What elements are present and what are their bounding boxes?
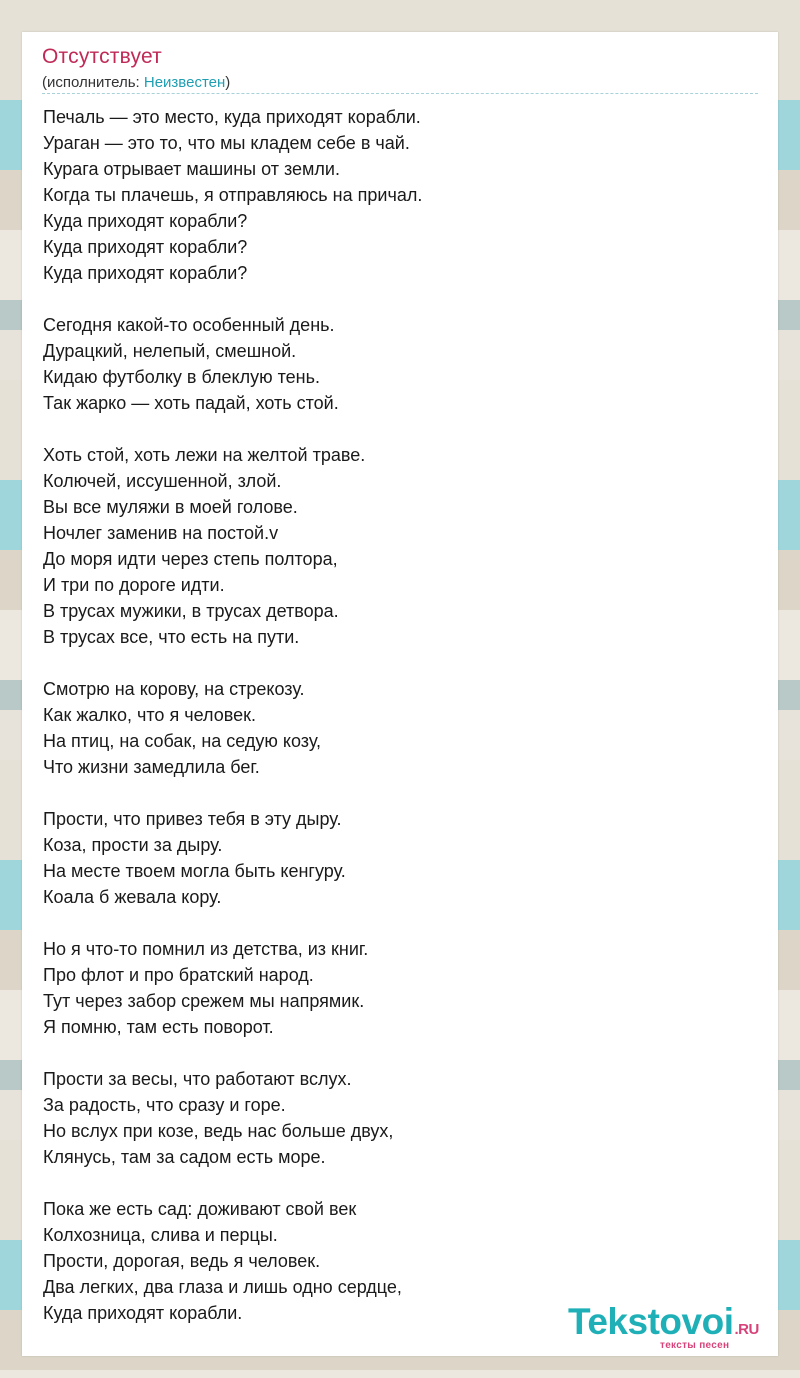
lyrics-line: Куда приходят корабли? xyxy=(43,237,248,257)
lyrics-line: Коза, прости за дыру. xyxy=(43,835,223,855)
lyrics-line: Пока же есть сад: доживают свой век xyxy=(43,1199,357,1219)
lyrics-line: Коала б жевала кору. xyxy=(43,887,222,907)
lyrics-line: Ночлег заменив на постой.v xyxy=(43,523,279,543)
lyrics-line: Печаль — это место, куда приходят корабли. xyxy=(43,107,421,127)
lyrics-line: В трусах мужики, в трусах детвора. xyxy=(43,601,339,621)
lyrics-line: Но я что-то помнил из детства, из книг. xyxy=(43,939,369,959)
lyrics-line: Куда приходят корабли? xyxy=(43,211,248,231)
lyrics-stanza xyxy=(43,442,758,650)
artist-line xyxy=(42,72,758,94)
lyrics-line: Ураган — это то, что мы кладем себе в чай. xyxy=(43,133,410,153)
song-header xyxy=(42,44,758,94)
lyrics-line: На месте твоем могла быть кенгуру. xyxy=(43,861,346,881)
logo-tagline: тексты песен xyxy=(660,1340,730,1351)
artist-suffix: ) xyxy=(225,74,231,91)
logo-main-text: Tekstovoi xyxy=(568,1301,734,1342)
lyrics-line: За радость, что сразу и горе. xyxy=(43,1095,286,1115)
logo-tld: .RU xyxy=(734,1321,759,1338)
song-title: Отсутствует xyxy=(42,45,162,68)
lyrics-line: Куда приходят корабли. xyxy=(43,1303,243,1323)
lyrics-line: Дурацкий, нелепый, смешной. xyxy=(43,341,297,361)
lyrics-line: Когда ты плачешь, я отправляюсь на причал. xyxy=(43,185,423,205)
lyrics-line: Курага отрывает машины от земли. xyxy=(43,159,340,179)
lyrics-stanza xyxy=(43,312,758,416)
lyrics-line: На птиц, на собак, на седую козу, xyxy=(43,731,322,751)
lyrics-line: В трусах все, что есть на пути. xyxy=(43,627,300,647)
lyrics-line: Вы все муляжи в моей голове. xyxy=(43,497,298,517)
lyrics-line: Клянусь, там за садом есть море. xyxy=(43,1147,326,1167)
lyrics-stanza xyxy=(43,1066,758,1170)
lyrics-line: Я помню, там есть поворот. xyxy=(43,1017,274,1037)
lyrics-stanza xyxy=(43,936,758,1040)
lyrics-line: Колючей, иссушенной, злой. xyxy=(43,471,282,491)
lyrics-line: Колхозница, слива и перцы. xyxy=(43,1225,278,1245)
lyrics-line: До моря идти через степь полтора, xyxy=(43,549,338,569)
lyrics-line: Так жарко — хоть падай, хоть стой. xyxy=(43,393,339,413)
lyrics-line: Но вслух при козе, ведь нас больше двух, xyxy=(43,1121,394,1141)
lyrics-line: Два легких, два глаза и лишь одно сердце, xyxy=(43,1277,402,1297)
lyrics-line: Сегодня какой-то особенный день. xyxy=(43,315,335,335)
lyrics-line: Прости, дорогая, ведь я человек. xyxy=(43,1251,321,1271)
lyrics-line: Хоть стой, хоть лежи на желтой траве. xyxy=(43,445,366,465)
lyrics-stanza xyxy=(43,104,758,286)
lyrics-stanza xyxy=(43,806,758,910)
lyrics-text xyxy=(43,104,758,1352)
lyrics-line: Про флот и про братский народ. xyxy=(43,965,314,985)
lyrics-line: Тут через забор срежем мы напрямик. xyxy=(43,991,365,1011)
lyrics-line: Что жизни замедлила бег. xyxy=(43,757,260,777)
lyrics-stanza xyxy=(43,676,758,780)
lyrics-line: И три по дороге идти. xyxy=(43,575,225,595)
header-divider xyxy=(42,93,758,94)
lyrics-line: Кидаю футболку в блеклую тень. xyxy=(43,367,320,387)
lyrics-line: Прости, что привез тебя в эту дыру. xyxy=(43,809,342,829)
artist-prefix: (исполнитель: xyxy=(42,74,144,91)
artist-link[interactable]: Неизвестен xyxy=(143,74,226,91)
lyrics-line: Куда приходят корабли? xyxy=(43,263,248,283)
lyrics-card xyxy=(22,32,778,1356)
lyrics-line: Прости за весы, что работают вслух. xyxy=(43,1069,352,1089)
lyrics-line: Как жалко, что я человек. xyxy=(43,705,256,725)
site-logo[interactable] xyxy=(568,1302,778,1354)
lyrics-line: Смотрю на корову, на стрекозу. xyxy=(43,679,305,699)
